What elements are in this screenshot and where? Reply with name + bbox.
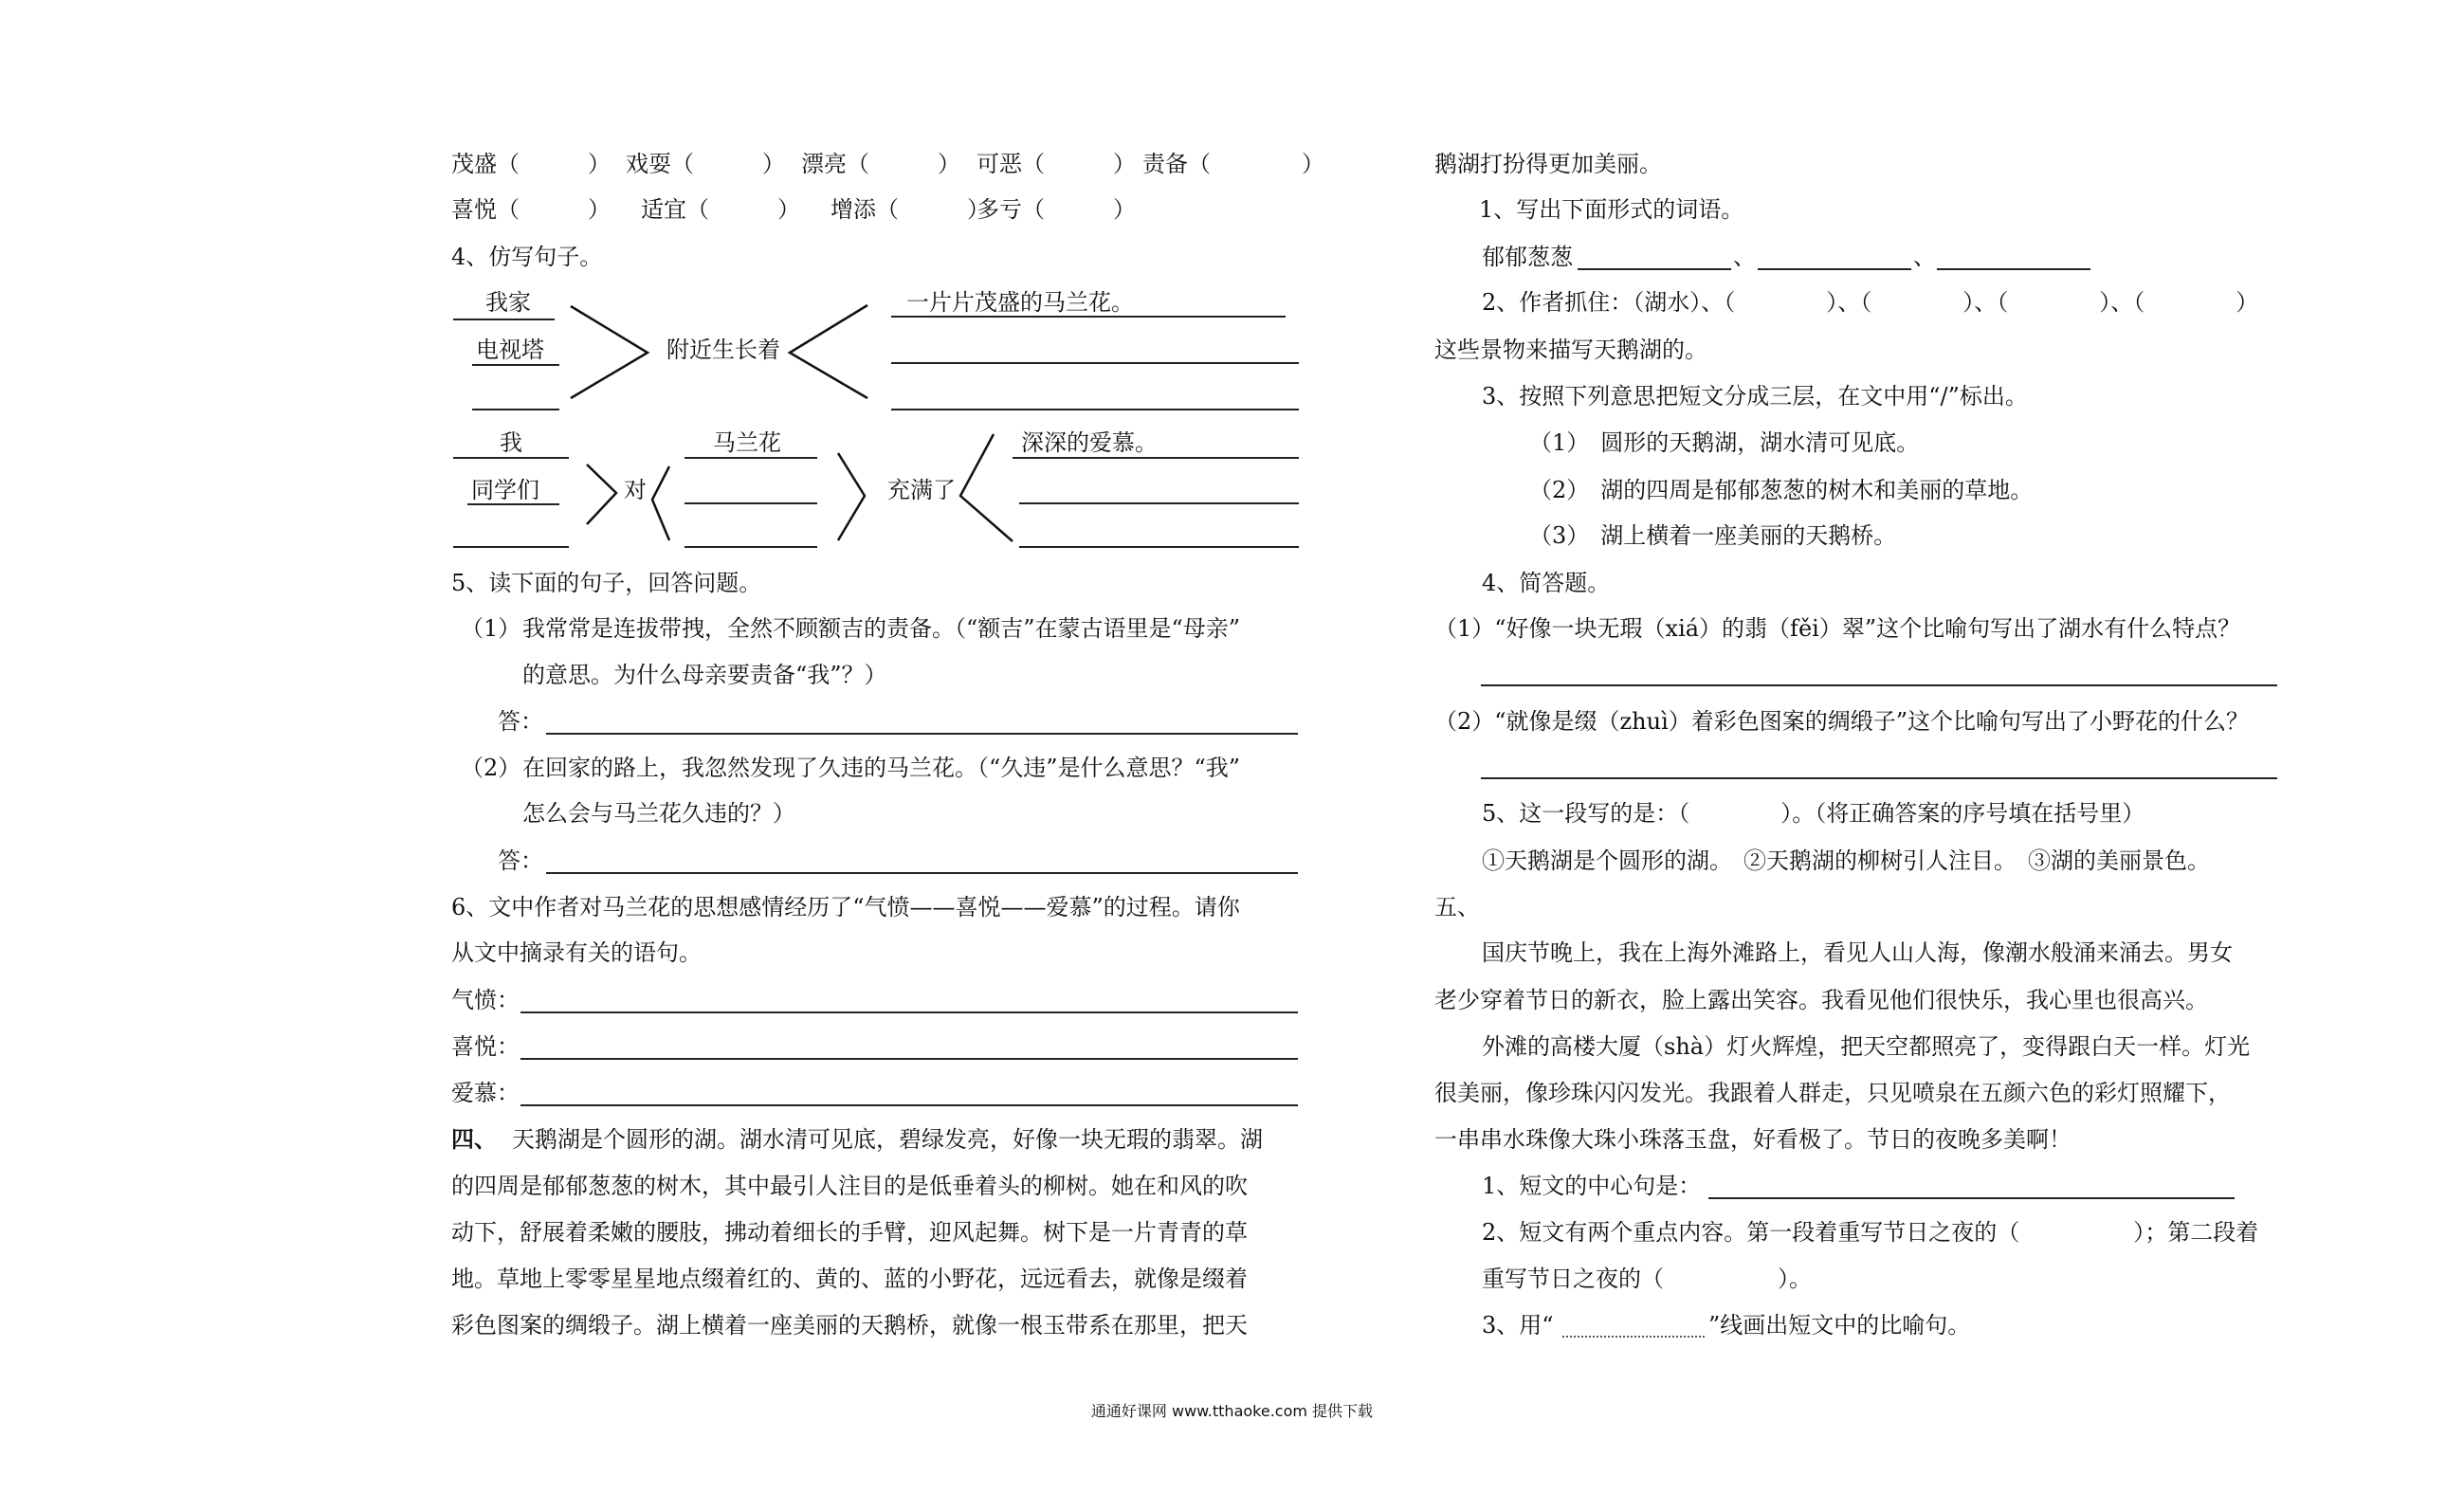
r-q3: 3、按照下列意思把短文分成三层，在文中用“/”标出。 (1482, 383, 2028, 410)
q6-line1: 6、文中作者对马兰花的思想感情经历了“气愤——喜悦——爱慕”的过程。请你 (451, 894, 1240, 920)
r-q5: 5、这一段写的是：（ ）。（将正确答案的序号填在括号里） (1482, 800, 2145, 827)
d2-subject-2: 同学们 (471, 477, 539, 503)
q5-s1-line2: 的意思。为什么母亲要责备“我”？） (522, 662, 887, 688)
q6-line2: 从文中摘录有关的语句。 (451, 939, 702, 966)
word-kewu: 可恶（ ） (976, 151, 1136, 177)
d2-subject-1: 我 (500, 429, 522, 456)
q6-anger-line (520, 1011, 1298, 1013)
r-q3-item-3: （3） 湖上横着一座美丽的天鹅桥。 (1529, 522, 1897, 549)
r-q4-2: （2）“就像是缀（zhuì）着彩色图案的绸缎子”这个比喻句写出了小野花的什么？ (1434, 708, 2250, 735)
q6-joy-label: 喜悦： (451, 1033, 520, 1060)
r-q4-2-answer-line (1481, 777, 2277, 779)
section-four-label: 四、 (451, 1125, 497, 1153)
d1-object-1: 一片片茂盛的马兰花。 (906, 289, 1134, 316)
r-q3-item-2: （2） 湖的四周是郁郁葱葱的树木和美丽的草地。 (1529, 477, 2034, 503)
q5-s1-line1: 我常常是连拔带拽，全然不顾额吉的责备。（“额吉”在蒙古语里是“母亲” (522, 615, 1241, 642)
d2-verb: 充满了 (887, 477, 956, 503)
q5-s1-num: （1） (461, 615, 521, 642)
r-passage-end: 鹅湖打扮得更加美丽。 (1434, 151, 1662, 177)
r-q2-line1: 2、作者抓住：（湖水）、（ ）、（ ）、（ ）、（ ） (1482, 289, 2259, 316)
q6-joy-line (520, 1058, 1298, 1060)
r-q1-blank-3 (1937, 268, 2090, 270)
five-q3-end: ”线画出短文中的比喻句。 (1708, 1312, 1971, 1339)
five-p1-line2: 老少穿着节日的新衣，脸上露出笑容。我看见他们很快乐，我心里也很高兴。 (1434, 987, 2208, 1013)
r-q1-blank-2 (1758, 268, 1911, 270)
four-line4: 地。草地上零零星星地点缀着红的、黄的、蓝的小野花，远远看去，就像是缀着 (451, 1266, 1248, 1292)
five-p2-line3: 一串串水珠像大珠小珠落玉盘，好看极了。节日的夜晚多美啊！ (1434, 1126, 2072, 1153)
five-q3-start: 3、用“ (1482, 1312, 1554, 1339)
word-shiyi: 适宜（ ） (641, 196, 800, 223)
d2-feeling-1: 深深的爱慕。 (1021, 429, 1158, 456)
four-line3: 动下，舒展着柔嫩的腰肢，拂动着细长的手臂，迎风起舞。树下是一片青青的草 (451, 1219, 1248, 1246)
r-q1-word: 郁郁葱葱 (1482, 244, 1573, 270)
r-q2-line2: 这些景物来描写天鹅湖的。 (1434, 337, 1707, 363)
four-line2: 的四周是郁郁葱葱的树木，其中最引人注目的是低垂着头的柳树。她在和风的吹 (451, 1173, 1248, 1199)
five-p1-line1: 国庆节晚上，我在上海外滩路上，看见人山人海，像潮水般涌来涌去。男女 (1482, 939, 2233, 966)
section-five-label: 五、 (1434, 894, 1480, 920)
r-q5-options: ①天鹅湖是个圆形的湖。 ②天鹅湖的柳树引人注目。 ③湖的美丽景色。 (1482, 847, 2210, 874)
r-q1: 1、写出下面形式的词语。 (1479, 196, 1744, 223)
q5-s2-line2: 怎么会与马兰花久违的？） (522, 800, 795, 827)
q6-anger-label: 气愤： (451, 987, 520, 1013)
five-q2-line2: 重写节日之夜的（ ）。 (1482, 1266, 1812, 1292)
d2-dui: 对 (624, 477, 647, 503)
d2-object-1: 马兰花 (713, 429, 781, 456)
q6-love-label: 爱慕： (451, 1080, 520, 1106)
r-q1-sep-1: 、 (1733, 244, 1756, 270)
q5-s2-line1: 在回家的路上，我忽然发现了久违的马兰花。（“久违”是什么意思？“我” (522, 755, 1241, 781)
r-q1-sep-2: 、 (1913, 244, 1936, 270)
five-q1-answer-line (1708, 1197, 2235, 1199)
d1-subject-1: 我家 (485, 289, 531, 316)
d1-verb: 附近生长着 (666, 337, 780, 363)
word-zengtian: 增添（ ） (830, 196, 990, 223)
q5-title: 5、读下面的句子，回答问题。 (451, 570, 762, 596)
q5-answer-2-label: 答： (498, 847, 543, 874)
word-maosheng: 茂盛（ ） (451, 151, 611, 177)
word-zebei: 责备（ ） (1142, 151, 1324, 177)
five-p2-line2: 很美丽，像珍珠闪闪发光。我跟着人群走，只见喷泉在五颜六色的彩灯照耀下， (1434, 1080, 2231, 1106)
r-q4: 4、简答题。 (1482, 570, 1611, 596)
r-q1-blank-1 (1578, 268, 1731, 270)
r-q4-1: （1）“好像一块无瑕（xiá）的翡（fěi）翠”这个比喻句写出了湖水有什么特点？ (1434, 615, 2241, 642)
page-footer: 通通好课网 www.tthaoke.com 提供下载 (1090, 1402, 1374, 1420)
r-q3-item-1: （1） 圆形的天鹅湖，湖水清可见底。 (1529, 429, 1920, 456)
word-piaoliang: 漂亮（ ） (801, 151, 960, 177)
d1-subject-2: 电视塔 (476, 337, 544, 363)
word-xishua: 戏耍（ ） (626, 151, 785, 177)
q5-answer-2-line (546, 872, 1298, 874)
word-xiyue: 喜悦（ ） (451, 196, 611, 223)
five-q1: 1、短文的中心句是： (1482, 1173, 1702, 1199)
r-q4-1-answer-line (1481, 684, 2277, 686)
five-q3-dotted-sample (1562, 1336, 1705, 1338)
q5-s2-num: （2） (461, 755, 521, 781)
q6-love-line (520, 1104, 1298, 1106)
right-page (1327, 0, 2464, 1512)
four-line5: 彩色图案的绸缎子。湖上横着一座美丽的天鹅桥，就像一根玉带系在那里，把天 (451, 1312, 1248, 1339)
word-duokui: 多亏（ ） (976, 196, 1136, 223)
q5-answer-1-label: 答： (498, 708, 543, 735)
five-p2-line1: 外滩的高楼大厦（shà）灯火辉煌，把天空都照亮了，变得跟白天一样。灯光 (1482, 1033, 2251, 1060)
q4-title: 4、仿写句子。 (451, 244, 603, 270)
four-line1: 天鹅湖是个圆形的湖。湖水清可见底，碧绿发亮，好像一块无瑕的翡翠。湖 (512, 1126, 1263, 1153)
five-q2-line1: 2、短文有两个重点内容。第一段着重写节日之夜的（ ）；第二段着 (1482, 1219, 2259, 1246)
q5-answer-1-line (546, 733, 1298, 735)
